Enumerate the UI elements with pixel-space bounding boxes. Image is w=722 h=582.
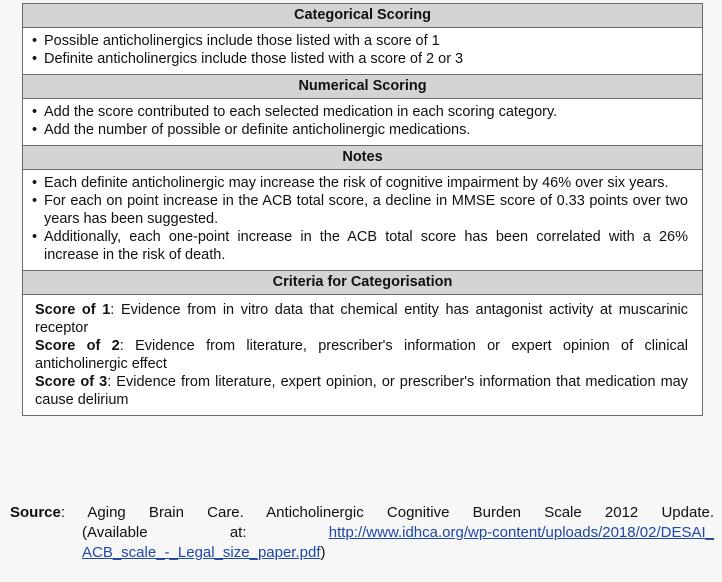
criteria-score-3 <box>35 373 688 409</box>
categorical-scoring-body <box>23 28 702 75</box>
list-item: • Add the score contributed to each selected medication in each scoring category. <box>31 103 688 121</box>
acb-scale-table <box>22 3 703 416</box>
numerical-scoring-body <box>23 99 702 146</box>
source-link-part-2[interactable]: ACB_scale_-_Legal_size_paper.pdf <box>82 544 321 561</box>
criteria-body <box>23 295 702 415</box>
source-line-2 <box>10 523 714 543</box>
numerical-scoring-header: Numerical Scoring <box>23 75 702 99</box>
criteria-score-label: Score of 2 <box>35 338 120 354</box>
list-item: • Possible anticholinergics include those listed with a score of 1 <box>31 32 688 50</box>
criteria-score-text: : Evidence from in vitro data that chemical entity has antagonist activity at muscarinic receptor <box>35 302 688 336</box>
list-item: • Additionally, each one-point increase in the ACB total score has been correlated with a 26% increase in the risk of death. <box>31 228 688 264</box>
source-label: Source <box>10 504 61 521</box>
criteria-header: Criteria for Categorisation <box>23 271 702 295</box>
categorical-scoring-header: Categorical Scoring <box>23 4 702 28</box>
criteria-score-text: : Evidence from literature, expert opinion, or prescriber's information that medication may cause delirium <box>35 374 688 408</box>
source-line-3 <box>10 543 714 563</box>
categorical-scoring-list <box>31 32 688 68</box>
criteria-score-text: : Evidence from literature, prescriber's information or expert opinion of clinical anticholinergic effect <box>35 338 689 372</box>
list-item: • Add the number of possible or definite anticholinergic medications. <box>31 121 688 139</box>
source-line-1 <box>10 503 714 523</box>
criteria-score-2 <box>35 337 688 373</box>
source-citation <box>10 503 714 563</box>
list-item: • Each definite anticholinergic may increase the risk of cognitive impairment by 46% over six years. <box>31 174 688 192</box>
source-text: : Aging Brain Care. Anticholinergic Cognitive Burden Scale 2012 Update. <box>60 504 714 521</box>
criteria-score-label: Score of 1 <box>35 302 111 318</box>
source-suffix: ) <box>320 544 326 561</box>
source-available-prefix: (Available at: <box>82 524 329 541</box>
list-item: • Definite anticholinergics include those listed with a score of 2 or 3 <box>31 50 688 68</box>
criteria-score-label: Score of 3 <box>35 374 108 390</box>
notes-body <box>23 170 702 271</box>
numerical-scoring-list <box>31 103 688 139</box>
notes-list <box>31 174 688 264</box>
criteria-score-1 <box>35 301 688 337</box>
list-item: • For each on point increase in the ACB total score, a decline in MMSE score of 0.33 points over two years has been suggested. <box>31 192 688 228</box>
notes-header: Notes <box>23 146 702 170</box>
source-link-part-1[interactable]: http://www.idhca.org/wp-content/uploads/2018/02/DESAI_ <box>328 524 714 541</box>
